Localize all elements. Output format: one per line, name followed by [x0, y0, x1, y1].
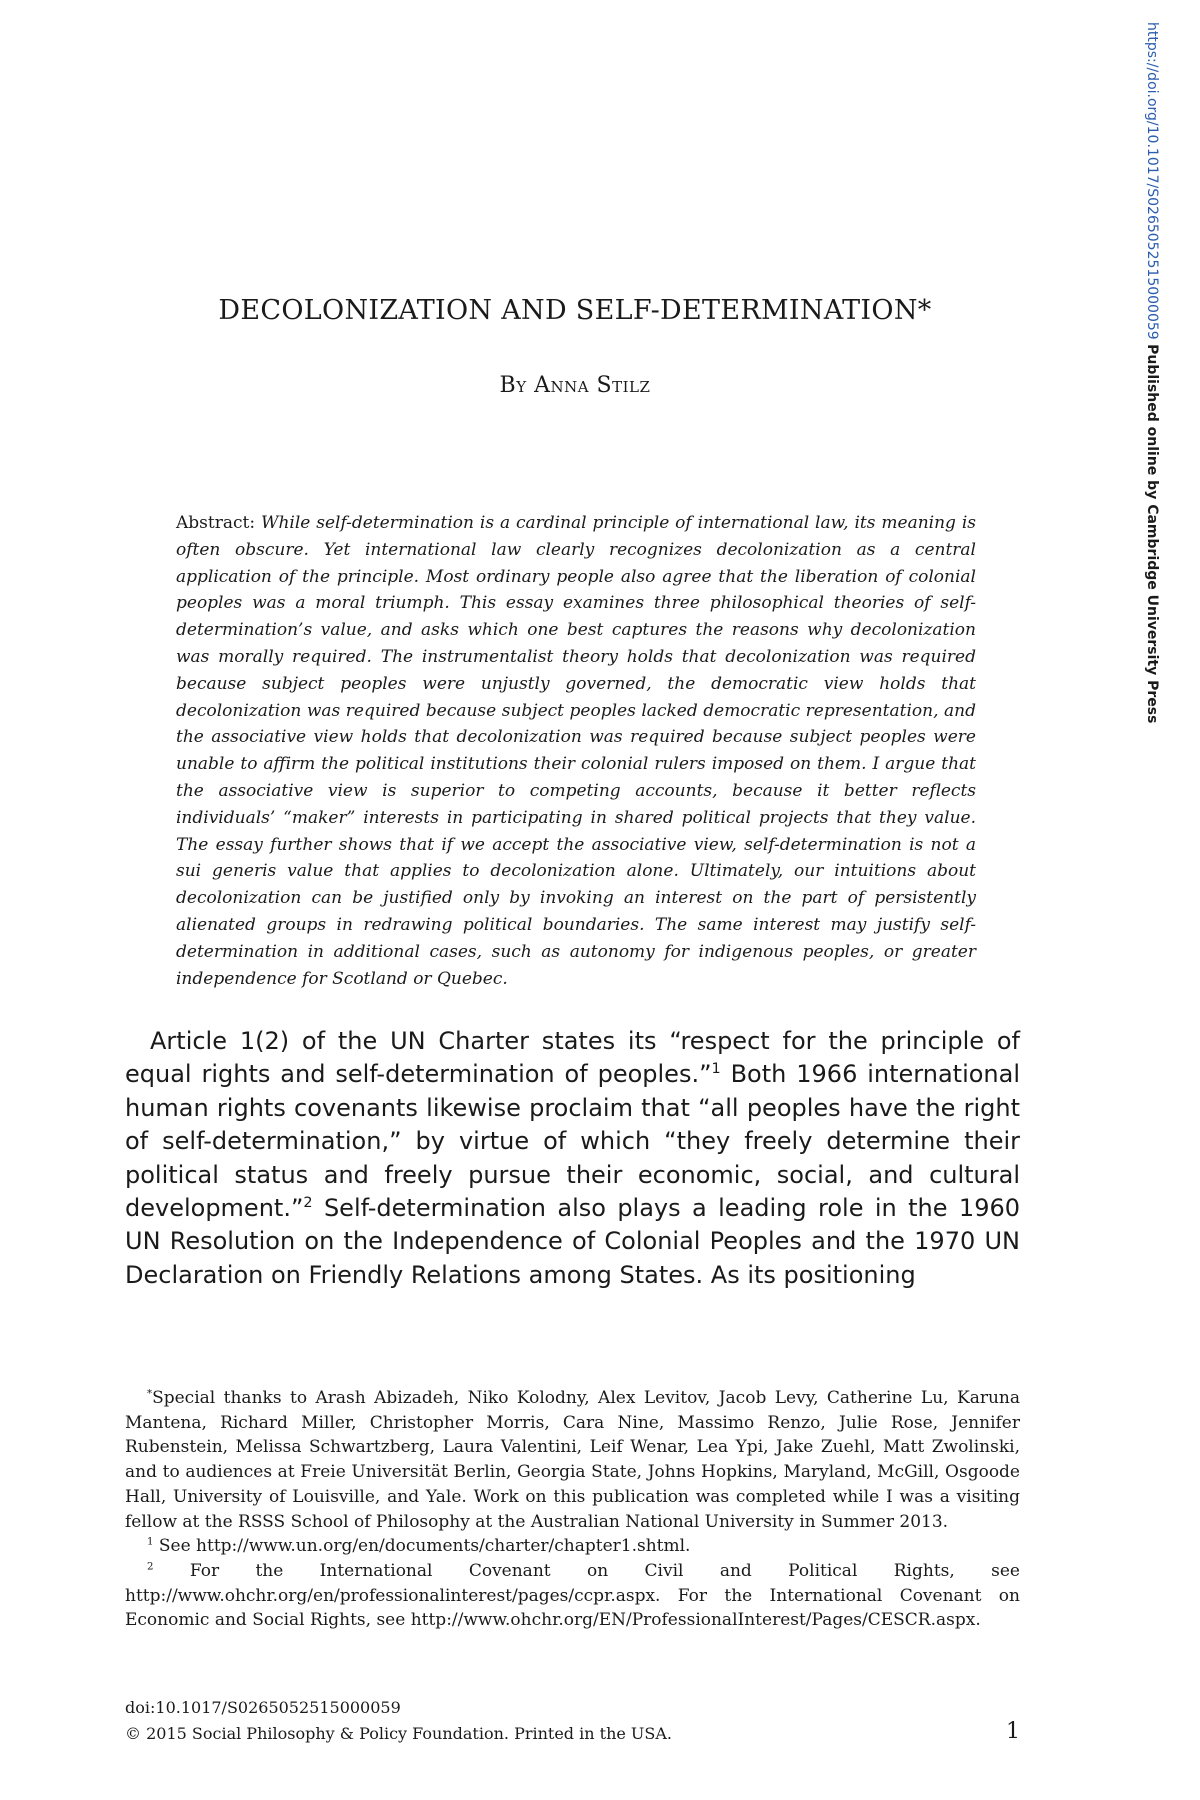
footnote-marker: *: [147, 1388, 153, 1400]
footnotes: [125, 1386, 1020, 1633]
page-number: 1: [1006, 1719, 1020, 1744]
footnote-2: [125, 1559, 1020, 1633]
footnote-text: See http://www.un.org/en/documents/charter/chapter1.shtml.: [153, 1536, 691, 1557]
body-text-part-2: Both 1966 international human rights covenants likewise proclaim that “all peoples have the right of self-determination,” by virtue of which “they freely determine their political status and freely pursue their economic, social, and cultural development.”: [125, 1060, 1021, 1223]
abstract-label: Abstract:: [176, 513, 256, 533]
footnote-ref-2[interactable]: 2: [303, 1195, 313, 1212]
article-author: By Anna Stilz: [499, 373, 651, 398]
footnote-text: For the International Covenant on Civil and Political Rights, see http://www.ohchr.org/en/professionalinterest/pages/ccpr.aspx. For the International Covenant on Economic and Social Rights, see http://www.ohchr.org/EN/ProfessionalInterest/Pages/CESCR.aspx.: [125, 1560, 1020, 1631]
footnote-acknowledgements: [125, 1386, 1020, 1534]
footer-doi: doi:10.1017/S0265052515000059: [125, 1698, 401, 1717]
article-title: DECOLONIZATION AND SELF-DETERMINATION*: [218, 295, 932, 326]
footnote-marker: 2: [147, 1561, 154, 1573]
footnote-marker: 1: [147, 1536, 154, 1548]
abstract-text: While self-determination is a cardinal principle of international law, its meaning is often obscure. Yet international law clearly recognizes decolonization as a central application of the principle. Most ordinary people also agree that the liberation of colonial peoples was a moral triumph. This essay examines three philosophical theories of self-determination’s value, and asks which one best captures the reasons why decolonization was morally required. The instrumentalist theory holds that decolonization was required because subject peoples were unjustly governed, the democratic view holds that decolonization was required because subject peoples lacked democratic representation, and the associative view holds that decolonization was required because subject peoples were unable to affirm the political institutions their colonial rulers imposed on them. I argue that the associative view is superior to competing accounts, because it better reflects individuals’ “maker” interests in participating in shared political projects that they value. The essay further shows that if we accept the associative view, self-determination is not a sui generis value that applies to decolonization alone. Ultimately, our intuitions about decolonization can be justified only by invoking an interest on the part of persistently alienated groups in redrawing political boundaries. The same interest may justify self-determination in additional cases, such as autonomy for indigenous peoples, or greater independence for Scotland or Quebec.: [176, 513, 976, 989]
footnote-text: Special thanks to Arash Abizadeh, Niko Kolodny, Alex Levitov, Jacob Levy, Catherine Lu, Karuna Mantena, Richard Miller, Christopher Morris, Cara Nine, Massimo Renzo, Julie Rose, Jennifer Rubenstein, Melissa Schwartzberg, Laura Valentini, Leif Wenar, Lea Ypi, Jake Zuehl, Matt Zwolinski, and to audiences at Freie Universität Berlin, Georgia State, Johns Hopkins, Maryland, McGill, Osgoode Hall, University of Louisville, and Yale. Work on this publication was completed while I was a visiting fellow at the RSSS School of Philosophy at the Australian National University in Summer 2013.: [125, 1388, 1020, 1532]
footnote-1: [125, 1534, 1020, 1559]
body-text-part-3: Self-determination also plays a leading role in the 1960 UN Resolution on the Independence of Colonial Peoples and the 1970 UN Declaration on Friendly Relations among States. As its positioning: [125, 1194, 1020, 1289]
body-paragraph: [125, 1025, 1020, 1292]
footnote-ref-1[interactable]: 1: [711, 1061, 721, 1078]
body-text-part-1: Article 1(2) of the UN Charter states its “respect for the principle of equal rights and self-determination of peoples.”: [125, 1027, 1020, 1089]
doi-link[interactable]: https://doi.org/10.1017/S0265052515000059: [1144, 22, 1160, 340]
published-online-note: Published online by Cambridge University Press: [1144, 344, 1160, 724]
abstract: [176, 510, 976, 992]
footer-copyright: © 2015 Social Philosophy & Policy Foundation. Printed in the USA.: [125, 1724, 673, 1743]
